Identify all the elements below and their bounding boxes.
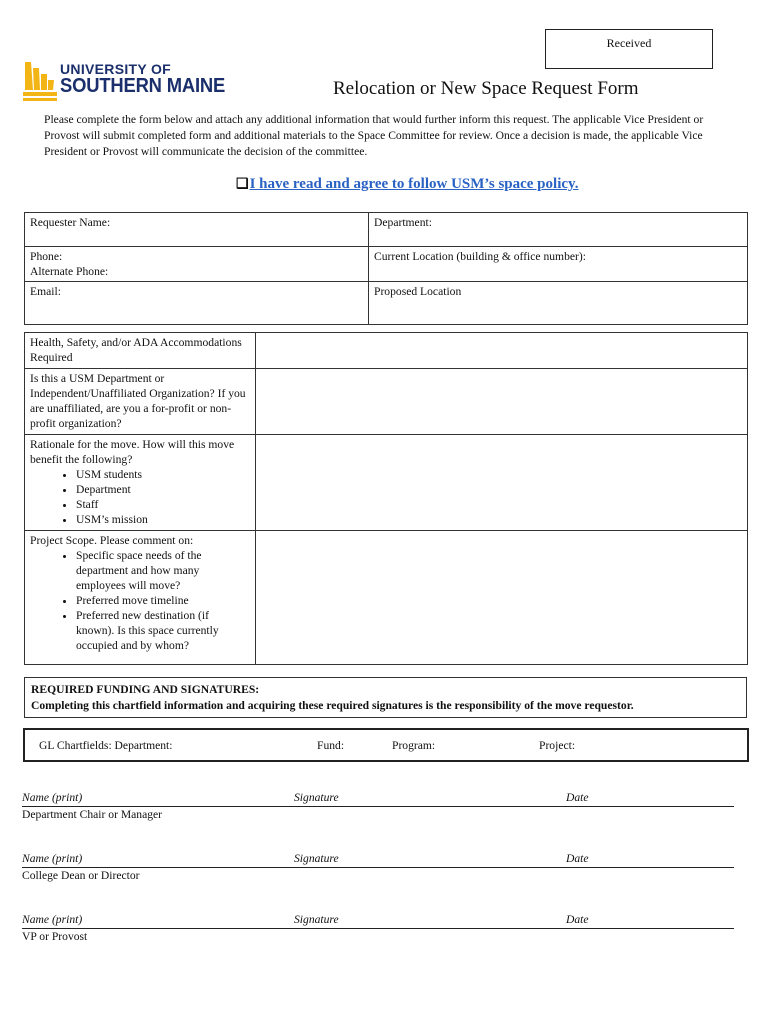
- list-item: • USM’s mission: [76, 512, 250, 527]
- requester-info-table: [24, 212, 748, 325]
- list-item: • Department: [76, 482, 250, 497]
- scope-label: Project Scope. Please comment on: • Specific space needs of the department and how many employees will move? • Preferred move timeline • Preferred new destination (if known). Is this space currently occupied and by whom?: [25, 531, 256, 665]
- gl-project-field[interactable]: Project:: [539, 739, 576, 752]
- org-label: Is this a USM Department or Independent/Unaffiliated Organization? If you are unaffiliated, are you a for-profit or non-profit organization?: [25, 369, 256, 435]
- signature-line[interactable]: [22, 806, 734, 807]
- alt-phone-label: Alternate Phone:: [30, 265, 109, 278]
- health-answer-field[interactable]: [256, 333, 748, 369]
- date-label: Date: [566, 791, 589, 804]
- gl-chartfields-box: [23, 728, 749, 762]
- requester-name-field[interactable]: Requester Name:: [25, 213, 369, 247]
- role-label: VP or Provost: [22, 930, 88, 943]
- request-details-table: [24, 332, 748, 665]
- name-print-label: Name (print): [22, 791, 83, 804]
- gl-department-field[interactable]: GL Chartfields: Department:: [39, 739, 173, 752]
- proposed-location-field[interactable]: Proposed Location: [369, 282, 748, 325]
- name-print-label: Name (print): [22, 913, 83, 926]
- phone-field[interactable]: Phone: Alternate Phone:: [25, 247, 369, 282]
- list-item: • Specific space needs of the department and how many employees will move?: [76, 548, 250, 593]
- rationale-list: [30, 467, 250, 527]
- intro-paragraph: Please complete the form below and attach any additional information that would further inform this request. The applicable Vice President or Provost will submit completed form and additional materials to the Space Committee for review. Once a decision is made, the applicable Vice President or Provost will communicate the decision of the committee.: [44, 113, 704, 158]
- signature-label: Signature: [294, 791, 339, 804]
- funding-heading: REQUIRED FUNDING AND SIGNATURES:: [31, 683, 260, 696]
- funding-section: [24, 677, 747, 718]
- usm-logo: [22, 60, 238, 102]
- logo-line-2: SOUTHERN MAINE: [60, 75, 226, 97]
- policy-link[interactable]: I have read and agree to follow USM’s space policy.: [249, 176, 579, 192]
- rationale-label: Rationale for the move. How will this move benefit the following? • USM students • Department • Staff • USM’s mission: [25, 435, 256, 531]
- policy-checkbox-icon[interactable]: ❑: [236, 177, 249, 192]
- scope-list: [30, 548, 250, 653]
- gl-program-field[interactable]: Program:: [392, 739, 436, 752]
- list-item: • Preferred new destination (if known). Is this space currently occupied and by whom?: [76, 608, 250, 653]
- scope-answer-field[interactable]: [256, 531, 748, 665]
- org-answer-field[interactable]: [256, 369, 748, 435]
- signature-line[interactable]: [22, 867, 734, 868]
- signature-label: Signature: [294, 852, 339, 865]
- health-label: Health, Safety, and/or ADA Accommodations Required: [25, 333, 256, 369]
- list-item: • Preferred move timeline: [76, 593, 250, 608]
- date-label: Date: [566, 852, 589, 865]
- lighthouse-logo-icon: [22, 60, 58, 102]
- signature-line[interactable]: [22, 928, 734, 929]
- name-print-label: Name (print): [22, 852, 83, 865]
- signature-label: Signature: [294, 913, 339, 926]
- role-label: Department Chair or Manager: [22, 808, 163, 821]
- rationale-answer-field[interactable]: [256, 435, 748, 531]
- form-title: Relocation or New Space Request Form: [333, 78, 639, 99]
- list-item: • Staff: [76, 497, 250, 512]
- logo-line-1: UNIVERSITY OF: [60, 61, 171, 77]
- department-field[interactable]: Department:: [369, 213, 748, 247]
- gl-fund-field[interactable]: Fund:: [317, 739, 345, 752]
- current-location-field[interactable]: Current Location (building & office number):: [369, 247, 748, 282]
- date-label: Date: [566, 913, 589, 926]
- email-field[interactable]: Email:: [25, 282, 369, 325]
- received-label: Received: [606, 36, 652, 50]
- list-item: • USM students: [76, 467, 250, 482]
- policy-agreement[interactable]: [236, 176, 578, 193]
- received-stamp-box: [545, 29, 713, 69]
- role-label: College Dean or Director: [22, 869, 140, 882]
- funding-note: Completing this chartfield information and acquiring these required signatures is the responsibility of the move requestor.: [31, 699, 634, 712]
